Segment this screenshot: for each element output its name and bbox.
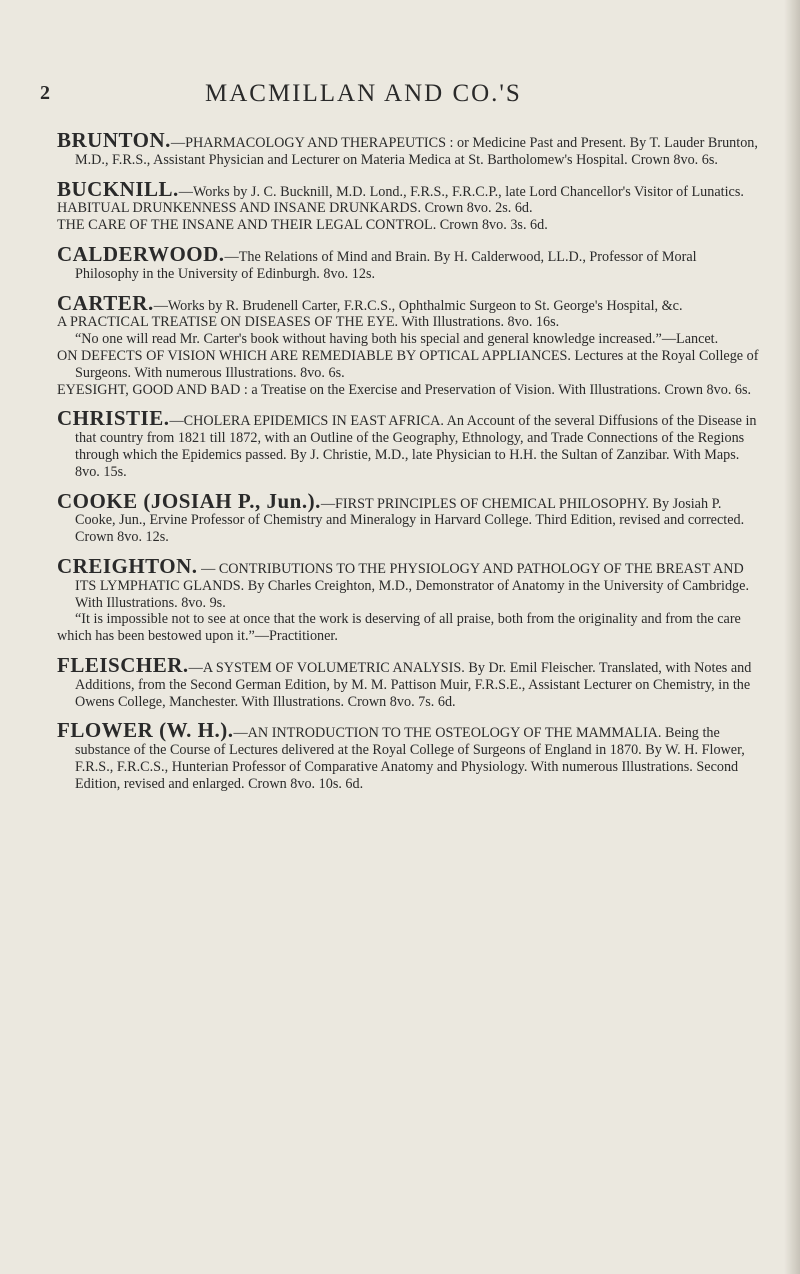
review-quote: “No one will read Mr. Carter's book without having both his special and general knowledge increased.”—Lancet. [75, 331, 719, 348]
catalogue-body [57, 130, 762, 803]
entry-text: —FIRST PRINCIPLES OF CHEMICAL PHILOSOPHY. By Josiah P. Cooke, Jun., Ervine Professor of Chemistry and Mineralogy in Harvard College. Third Edition, revised and corrected. Crown 8vo. 12s. [75, 495, 745, 546]
entry-heading: CARTER. [57, 290, 154, 315]
entry-text: —A SYSTEM OF VOLUMETRIC ANALYSIS. By Dr. Emil Fleischer. Translated, with Notes and Additions, from the Second German Edition, by M. M. Pattison Muir, F.R.S.E., Assistant Lecturer on Chemistry, in the Owens College, Manchester. With Illustrations. Crown 8vo. 7s. 6d. [75, 659, 752, 710]
entry-text: —Works by J. C. Bucknill, M.D. Lond., F.R.S., F.R.C.P., late Lord Chancellor's Visitor of Lunatics. [178, 183, 744, 200]
entry-heading: CREIGHTON. [57, 553, 198, 578]
entry-text: —PHARMACOLOGY AND THERAPEUTICS : or Medicine Past and Present. By T. Lauder Brunton, M.D., F.R.S., Assistant Physician and Lecturer on Materia Medica at St. Bartholomew's Hospital. Crown 8vo. 6s. [75, 135, 758, 168]
entry-heading: CALDERWOOD. [57, 241, 225, 266]
catalogue-entry-bucknill [57, 176, 762, 234]
entry-subwork: A PRACTICAL TREATISE ON DISEASES OF THE EYE. With Illustrations. 8vo. 16s. [57, 314, 560, 331]
entry-text: —The Relations of Mind and Brain. By H. Calderwood, LL.D., Professor of Moral Philosophy in the University of Edinburgh. 8vo. 12s. [75, 248, 697, 282]
running-header: MACMILLAN AND CO.'S [205, 80, 522, 107]
catalogue-entry-flower [57, 720, 762, 792]
entry-heading: FLEISCHER. [57, 652, 189, 677]
catalogue-entry-carter [57, 290, 762, 399]
entry-heading: BUCKNILL. [57, 176, 179, 201]
entry-text: —CHOLERA EPIDEMICS IN EAST AFRICA. An Account of the several Diffusions of the Disease in that country from 1821 till 1872, with an Outline of the Geography, Ethnology, and Trade Connections of the Regions through which the Epidemics passed. By J. Christie, M.D., late Physician to H.H. the Sultan of Zanzibar. With Maps. 8vo. 15s. [75, 413, 757, 480]
catalogue-entry-fleischer [57, 652, 762, 710]
page-number: 2 [40, 82, 50, 104]
catalogue-entry-creighton [57, 553, 762, 645]
entry-subwork: ON DEFECTS OF VISION WHICH ARE REMEDIABLE BY OPTICAL APPLIANCES. Lectures at the Royal College of Surgeons. With numerous Illustrations. 8vo. 6s. [57, 347, 759, 381]
entry-heading: FLOWER (W. H.). [57, 718, 234, 743]
entry-text: —AN INTRODUCTION TO THE OSTEOLOGY OF THE MAMMALIA. Being the substance of the Course of Lectures delivered at the Royal College of Surgeons of England in 1870. By W. H. Flower, F.R.S., F.R.C.S., Hunterian Professor of Comparative Anatomy and Physiology. With numerous Illustrations. Second Edition, revised and enlarged. Crown 8vo. 10s. 6d. [75, 725, 745, 792]
page-edge-shadow [784, 0, 800, 1274]
entry-heading: COOKE (JOSIAH P., Jun.). [57, 488, 321, 513]
catalogue-entry-cooke [57, 488, 762, 546]
entry-subwork: EYESIGHT, GOOD AND BAD : a Treatise on the Exercise and Preservation of Vision. With Illustrations. Crown 8vo. 6s. [57, 381, 752, 398]
entry-heading: CHRISTIE. [57, 406, 170, 431]
entry-text: —Works by R. Brudenell Carter, F.R.C.S., Ophthalmic Surgeon to St. George's Hospital, &c. [153, 297, 683, 314]
catalogue-entry-calderwood [57, 241, 762, 283]
review-quote: “It is impossible not to see at once that the work is deserving of all praise, both from the originality and from the care which has been bestowed upon it.”—Practitioner. [57, 611, 741, 645]
catalogue-entry-christie [57, 408, 762, 480]
entry-text: — CONTRIBUTIONS TO THE PHYSIOLOGY AND PATHOLOGY OF THE BREAST AND ITS LYMPHATIC GLANDS. By Charles Creighton, M.D., Demonstrator of Anatomy in the University of Cambridge. With Illustrations. 8vo. 9s. [75, 560, 749, 611]
entry-subwork: THE CARE OF THE INSANE AND THEIR LEGAL CONTROL. Crown 8vo. 3s. 6d. [57, 217, 548, 234]
entry-heading: BRUNTON. [57, 128, 171, 152]
entry-subwork: HABITUAL DRUNKENNESS AND INSANE DRUNKARDS. Crown 8vo. 2s. 6d. [57, 200, 533, 217]
catalogue-entry-brunton [57, 130, 762, 169]
